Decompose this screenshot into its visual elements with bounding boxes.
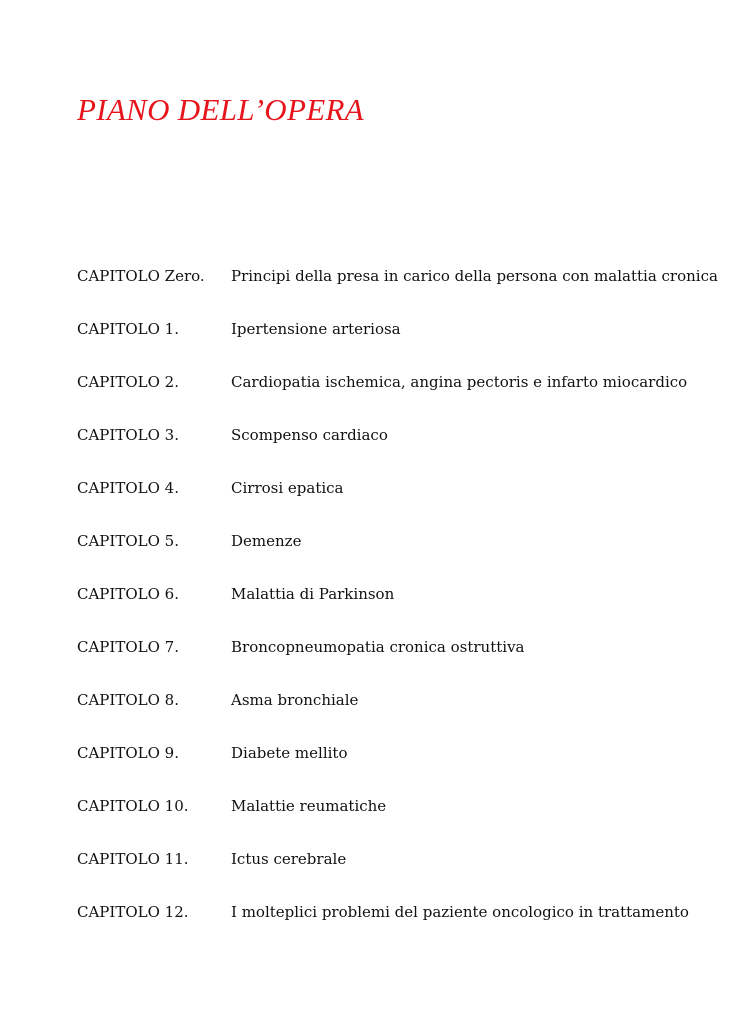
chapter-label: CAPITOLO 6. bbox=[77, 585, 179, 603]
toc-row bbox=[77, 634, 697, 687]
chapter-title: Ictus cerebrale bbox=[231, 850, 347, 868]
toc-row bbox=[77, 263, 718, 316]
chapter-title: Ipertensione arteriosa bbox=[231, 320, 401, 338]
toc-row bbox=[77, 687, 697, 740]
page-title: PIANO DELL’OPERA bbox=[77, 92, 364, 127]
chapter-title: Broncopneumopatia cronica ostruttiva bbox=[231, 638, 525, 656]
chapter-title: Malattie reumatiche bbox=[231, 797, 387, 815]
toc-row bbox=[77, 581, 697, 634]
chapter-title: Diabete mellito bbox=[231, 744, 348, 762]
chapter-label: CAPITOLO 10. bbox=[77, 797, 189, 815]
toc-row bbox=[77, 793, 697, 846]
toc-row bbox=[77, 899, 697, 952]
chapter-title: Cardiopatia ischemica, angina pectoris e infarto miocardico bbox=[231, 373, 688, 391]
chapter-label: CAPITOLO 9. bbox=[77, 744, 179, 762]
toc-row bbox=[77, 846, 697, 899]
chapter-label: CAPITOLO 5. bbox=[77, 532, 179, 550]
chapter-label: CAPITOLO Zero. bbox=[77, 267, 205, 285]
toc-row bbox=[77, 475, 697, 528]
toc-row bbox=[77, 422, 697, 475]
chapter-title: Principi della presa in carico della persona con malattia cronica bbox=[231, 267, 718, 285]
chapter-label: CAPITOLO 7. bbox=[77, 638, 179, 656]
chapter-label: CAPITOLO 8. bbox=[77, 691, 179, 709]
chapter-label: CAPITOLO 11. bbox=[77, 850, 189, 868]
chapter-label: CAPITOLO 3. bbox=[77, 426, 179, 444]
chapter-title: I molteplici problemi del paziente oncologico in trattamento bbox=[231, 903, 689, 921]
toc-row bbox=[77, 369, 697, 422]
toc-row bbox=[77, 316, 697, 369]
chapter-title: Malattia di Parkinson bbox=[231, 585, 395, 603]
chapter-title: Demenze bbox=[231, 532, 302, 550]
toc-row bbox=[77, 740, 697, 793]
table-of-contents bbox=[77, 263, 718, 952]
chapter-title: Cirrosi epatica bbox=[231, 479, 344, 497]
chapter-label: CAPITOLO 4. bbox=[77, 479, 179, 497]
chapter-label: CAPITOLO 2. bbox=[77, 373, 179, 391]
chapter-label: CAPITOLO 12. bbox=[77, 903, 189, 921]
chapter-title: Scompenso cardiaco bbox=[231, 426, 388, 444]
chapter-label: CAPITOLO 1. bbox=[77, 320, 179, 338]
toc-row bbox=[77, 528, 697, 581]
chapter-title: Asma bronchiale bbox=[231, 691, 359, 709]
